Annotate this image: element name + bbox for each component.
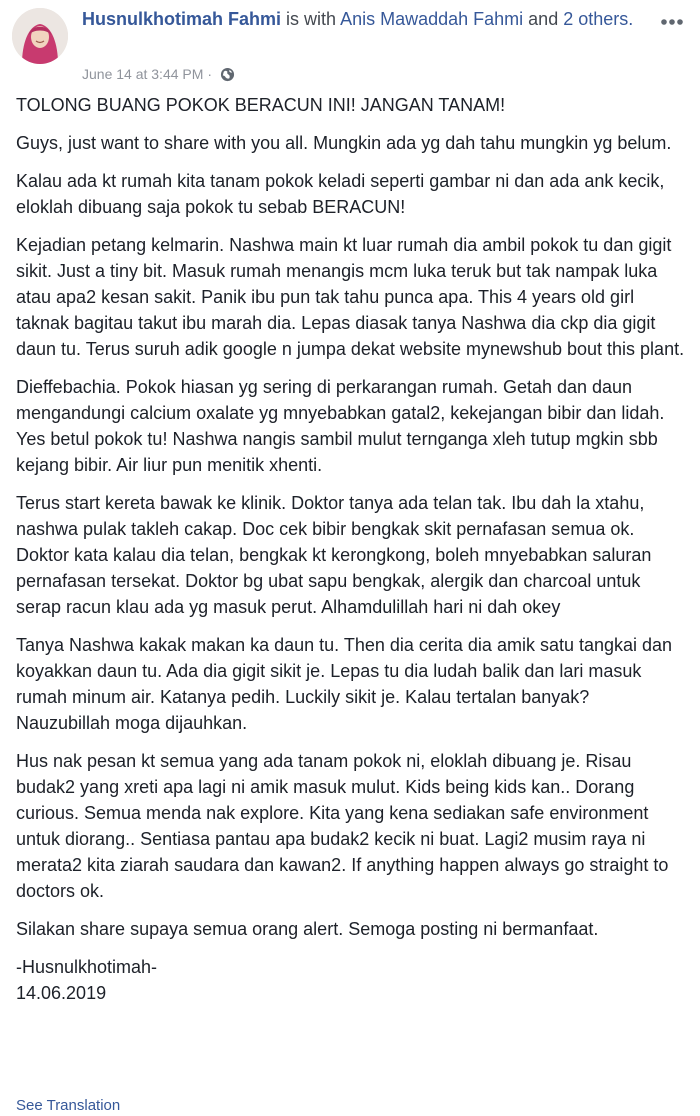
post-paragraph: Dieffebachia. Pokok hiasan yg sering di perkarangan rumah. Getah dan daun mengandungi calcium oxalate yg mnyebabkan gatal2, kekejangan bibir dan lidah. Yes betul pokok tu! Nashwa nangis sambil mulut ternganga xleh tutup mgkin sbb kejang bibir. Air liur pun menitik xhenti. [16, 377, 665, 475]
post-paragraph: Kejadian petang kelmarin. Nashwa main kt luar rumah dia ambil pokok tu dan gigit sikit. Just a tiny bit. Masuk rumah menangis mcm luka teruk but tak nampak luka atau apa2 kesan sakit. Panik ibu pun tak tahu punca apa. This 4 years old girl taknak bagitau takut ibu marah dia. Lepas diasak tanya Nashwa dia ckp dia gigit daun tu. Terus suruh adik google n jumpa dekat website mynewshub bout this plant. [16, 235, 685, 359]
and-text: and [528, 9, 559, 29]
more-options-icon [660, 18, 684, 26]
post-signature: -Husnulkhotimah- [16, 957, 158, 977]
post-paragraph: Silakan share supaya semua orang alert. Semoga posting ni bermanfaat. [16, 919, 599, 939]
globe-icon[interactable] [220, 67, 235, 87]
with-text: is with [286, 9, 337, 29]
author-name[interactable]: Husnulkhotimah Fahmi [82, 9, 282, 29]
post-paragraph: Terus start kereta bawak ke klinik. Doktor tanya ada telan tak. Ibu dah la xtahu, nashwa pulak takleh cakap. Doc cek bibir bengkak skit pernafasan semua ok. Doktor kata kalau dia telan, bengkak kt kerongkong, boleh mnyebabkan saluran pernafasan tersekat. Doktor bg ubat sapu bengkak, alergik dan charcoal untuk serap racun klau ada yg masuk perut. Alhamdulillah hari ni dah okey [16, 493, 652, 617]
tagged-person[interactable]: Anis Mawaddah Fahmi [340, 9, 524, 29]
header-text [82, 6, 652, 33]
post-content [16, 92, 688, 1006]
post-paragraph: Hus nak pesan kt semua yang ada tanam pokok ni, eloklah dibuang je. Risau budak2 yang xreti apa lagi ni amik masuk mulut. Kids being kids kan.. Dorang curious. Semua menda nak explore. Kita yang kena sediakan safe environment untuk diorang.. Sentiasa pantau apa budak2 kecik ni buat. Lagi2 musim raya ni merata2 kita ziarah saudara dan kawan2. If anything happen always go straight to doctors ok. [16, 751, 669, 901]
post-meta [82, 64, 235, 87]
avatar-image [12, 8, 68, 64]
meta-separator: · [207, 66, 212, 82]
see-translation-link[interactable]: See Translation [16, 1097, 121, 1114]
tagged-others[interactable]: 2 others. [563, 9, 634, 29]
post-paragraph: Guys, just want to share with you all. Mungkin ada yg dah tahu mungkin yg belum. [16, 133, 672, 153]
post-timestamp[interactable]: June 14 at 3:44 PM [82, 66, 204, 82]
post-paragraph: TOLONG BUANG POKOK BERACUN INI! JANGAN TANAM! [16, 95, 506, 115]
post-header [12, 6, 688, 86]
post-paragraph: Kalau ada kt rumah kita tanam pokok keladi seperti gambar ni dan ada ank kecik, eloklah dibuang saja pokok tu sebab BERACUN! [16, 171, 665, 217]
avatar[interactable] [12, 8, 68, 64]
more-options-button[interactable] [656, 10, 688, 34]
post-date: 14.06.2019 [16, 983, 107, 1003]
post-paragraph: Tanya Nashwa kakak makan ka daun tu. Then dia cerita dia amik satu tangkai dan koyakkan daun tu. Ada dia gigit sikit je. Lepas tu dia ludah balik dan lari masuk rumah minum air. Katanya pedih. Luckily sikit je. Kalau tertalan banyak? Nauzubillah moga dijauhkan. [16, 635, 673, 733]
